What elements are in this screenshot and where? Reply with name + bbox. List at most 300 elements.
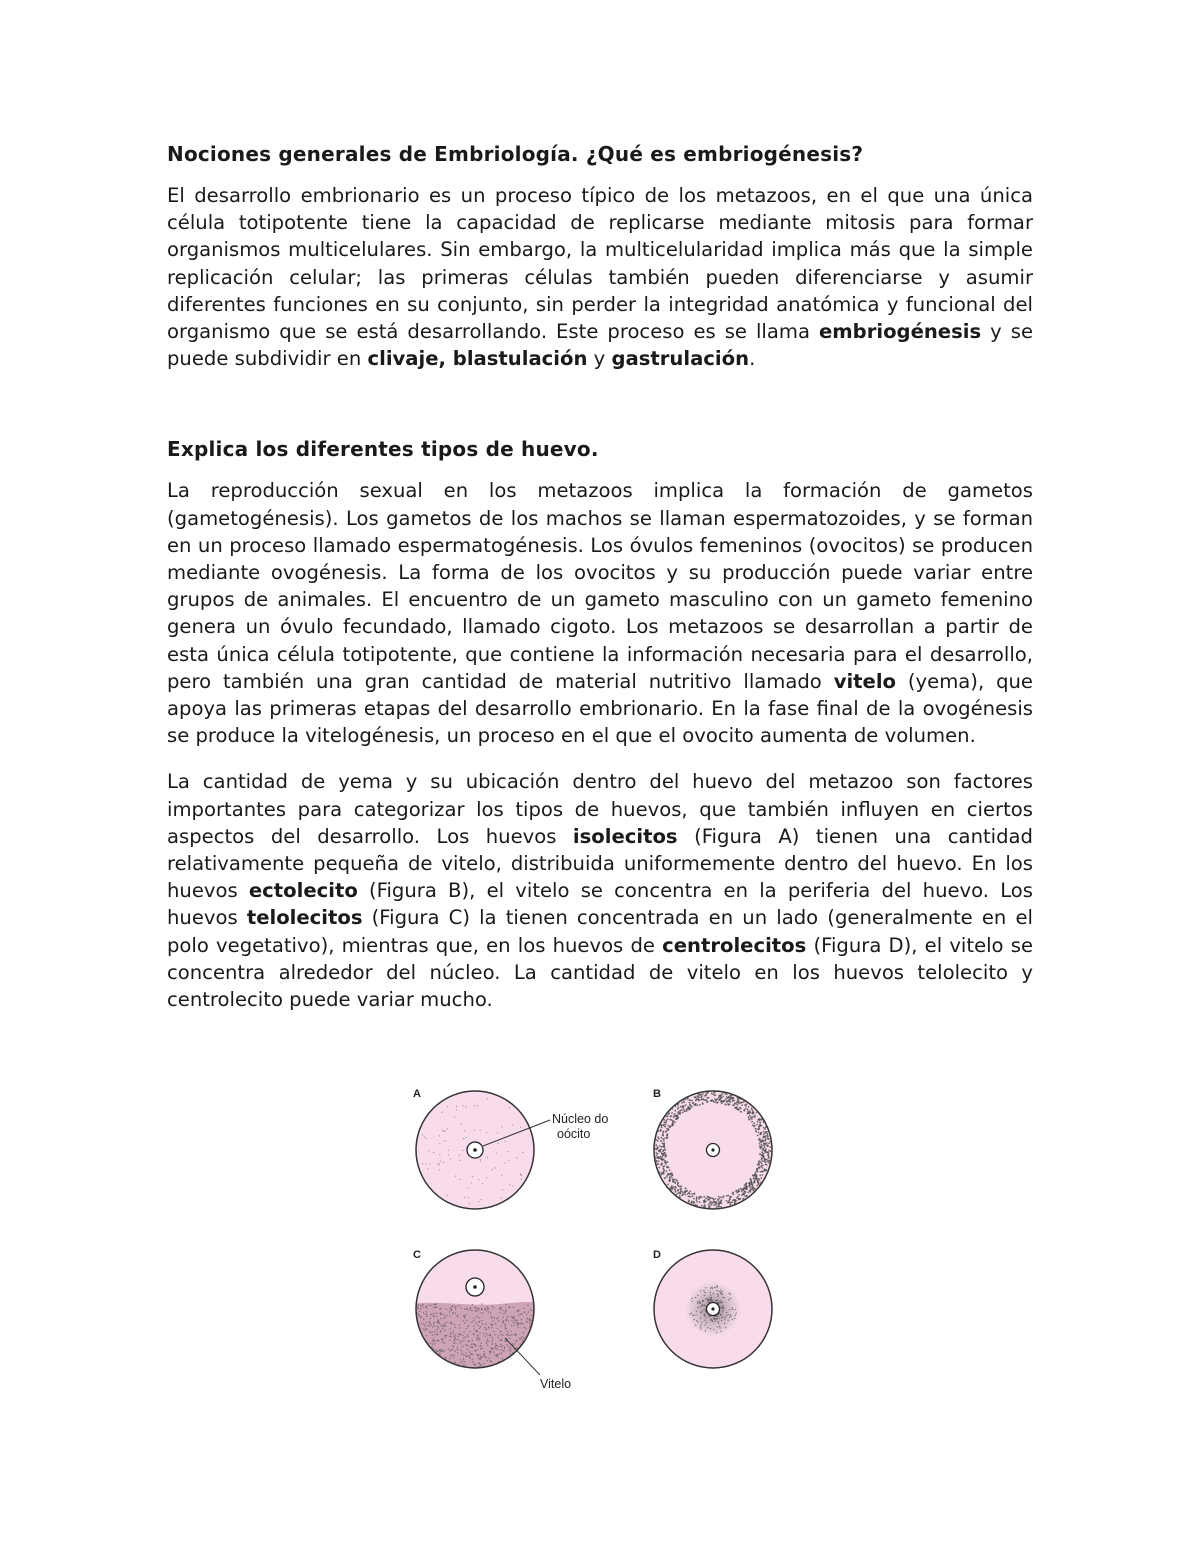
yolk-dot xyxy=(754,1188,756,1190)
yolk-dot xyxy=(439,1323,440,1324)
yolk-dot xyxy=(525,1366,526,1367)
yolk-dot xyxy=(520,1127,521,1128)
yolk-dot xyxy=(429,1323,430,1324)
yolk-dot xyxy=(721,1100,723,1102)
yolk-dot xyxy=(663,1149,665,1151)
paragraph-text: (Figura C) la tienen concentrada en un lado (generalmente en el polo vegetativo), mientras que, en los huevos de xyxy=(167,906,1033,957)
yolk-dot xyxy=(440,1331,441,1332)
yolk-dot xyxy=(449,1340,450,1341)
yolk-dot xyxy=(699,1096,701,1098)
yolk-dot xyxy=(471,1344,472,1345)
yolk-dot xyxy=(418,1315,419,1316)
yolk-dot xyxy=(743,1188,745,1190)
yolk-dot xyxy=(525,1328,526,1329)
yolk-dot xyxy=(417,1360,418,1361)
yolk-dot xyxy=(423,1362,424,1363)
yolk-dot xyxy=(532,1354,533,1355)
yolk-dot xyxy=(422,1134,423,1135)
yolk-dot xyxy=(660,1164,662,1166)
yolk-dot xyxy=(464,1322,465,1323)
yolk-dot xyxy=(747,1192,749,1194)
yolk-dot xyxy=(506,1319,507,1320)
yolk-dot xyxy=(422,1341,423,1342)
yolk-dot xyxy=(509,1349,510,1350)
yolk-dot xyxy=(448,1364,449,1365)
yolk-dot xyxy=(705,1287,706,1288)
yolk-dot xyxy=(425,1361,426,1362)
yolk-dot xyxy=(464,1309,465,1310)
yolk-dot xyxy=(471,1353,472,1354)
yolk-dot xyxy=(422,1163,423,1164)
yolk-dot xyxy=(418,1331,419,1332)
yolk-dot xyxy=(659,1171,661,1173)
yolk-dot xyxy=(666,1116,668,1118)
yolk-dot xyxy=(704,1095,706,1097)
yolk-dot xyxy=(705,1316,706,1317)
yolk-dot xyxy=(727,1202,729,1204)
yolk-dot xyxy=(521,1319,522,1320)
yolk-dot xyxy=(416,1339,417,1340)
nucleolus-a xyxy=(473,1148,477,1152)
yolk-dot xyxy=(755,1171,757,1173)
yolk-dot xyxy=(481,1348,482,1349)
yolk-dot xyxy=(486,1341,487,1342)
yolk-dot xyxy=(489,1360,490,1361)
yolk-dot xyxy=(527,1355,528,1356)
yolk-dot xyxy=(684,1194,686,1196)
yolk-dot xyxy=(490,1334,491,1335)
yolk-dot xyxy=(528,1354,529,1355)
yolk-dot xyxy=(721,1293,722,1294)
yolk-dot xyxy=(768,1142,770,1144)
yolk-dot xyxy=(451,1366,452,1367)
yolk-dot xyxy=(712,1293,713,1294)
yolk-dot xyxy=(459,1343,460,1344)
yolk-dot xyxy=(728,1104,730,1106)
yolk-dot xyxy=(521,1323,522,1324)
yolk-dot xyxy=(724,1093,726,1095)
yolk-dot xyxy=(762,1164,764,1166)
yolk-dot xyxy=(718,1097,720,1099)
yolk-dot xyxy=(761,1144,763,1146)
yolk-dot xyxy=(656,1152,658,1154)
yolk-dot xyxy=(720,1292,721,1293)
yolk-dot xyxy=(766,1152,768,1154)
yolk-dot xyxy=(719,1202,721,1204)
yolk-dot xyxy=(667,1118,669,1120)
yolk-dot xyxy=(503,1313,504,1314)
yolk-dot xyxy=(449,1315,450,1316)
yolk-dot xyxy=(419,1357,420,1358)
yolk-dot xyxy=(721,1315,722,1316)
yolk-dot xyxy=(425,1359,426,1360)
yolk-dot xyxy=(426,1314,427,1315)
yolk-dot xyxy=(733,1194,735,1196)
yolk-dot xyxy=(469,1331,470,1332)
yolk-dot xyxy=(444,1330,445,1331)
yolk-dot xyxy=(662,1156,664,1158)
yolk-dot xyxy=(421,1340,422,1341)
yolk-dot xyxy=(467,1345,468,1346)
yolk-dot xyxy=(426,1335,427,1336)
yolk-dot xyxy=(428,1365,429,1366)
yolk-dot xyxy=(465,1355,466,1356)
yolk-dot xyxy=(706,1322,707,1323)
yolk-dot xyxy=(437,1364,438,1365)
yolk-dot xyxy=(464,1130,465,1131)
yolk-dot xyxy=(747,1109,749,1111)
yolk-dot xyxy=(754,1181,756,1183)
yolk-dot xyxy=(708,1299,709,1300)
yolk-dot xyxy=(420,1316,421,1317)
yolk-dot xyxy=(758,1161,760,1163)
yolk-dot xyxy=(700,1312,701,1313)
paragraph-text: y se puede subdividir en xyxy=(167,320,1033,371)
yolk-dot xyxy=(464,1365,465,1366)
yolk-dot xyxy=(435,1343,436,1344)
yolk-dot xyxy=(432,1353,433,1354)
yolk-dot xyxy=(496,1318,497,1319)
yolk-dot xyxy=(509,1338,510,1339)
yolk-dot xyxy=(707,1298,708,1299)
yolk-dot xyxy=(709,1196,711,1198)
yolk-dot xyxy=(429,1352,430,1353)
yolk-dot xyxy=(699,1104,701,1106)
yolk-dot xyxy=(455,1362,456,1363)
yolk-dot xyxy=(451,1310,452,1311)
yolk-dot xyxy=(661,1158,663,1160)
yolk-dot xyxy=(657,1156,659,1158)
yolk-dot xyxy=(475,1310,476,1311)
yolk-dot xyxy=(762,1155,764,1157)
yolk-dot xyxy=(674,1113,676,1115)
yolk-dot xyxy=(440,1161,441,1162)
yolk-dot xyxy=(683,1102,685,1104)
yolk-dot xyxy=(520,1314,521,1315)
yolk-dot xyxy=(714,1198,716,1200)
yolk-dot xyxy=(436,1366,437,1367)
yolk-dot xyxy=(687,1098,689,1100)
yolk-dot xyxy=(453,1333,454,1334)
yolk-dot xyxy=(418,1340,419,1341)
yolk-dot xyxy=(486,1342,487,1343)
yolk-dot xyxy=(487,1345,488,1346)
yolk-dot xyxy=(676,1180,678,1182)
yolk-dot xyxy=(477,1349,478,1350)
yolk-dot xyxy=(663,1119,665,1121)
yolk-dot xyxy=(516,1366,517,1367)
yolk-dot xyxy=(444,1140,445,1141)
yolk-dot xyxy=(502,1310,503,1311)
yolk-dot xyxy=(765,1131,767,1133)
yolk-dot xyxy=(502,1335,503,1336)
yolk-dot xyxy=(661,1146,663,1148)
yolk-dot xyxy=(736,1102,738,1104)
yolk-dot xyxy=(668,1113,670,1115)
yolk-dot xyxy=(487,1308,488,1309)
yolk-dot xyxy=(434,1325,435,1326)
yolk-dot xyxy=(691,1202,693,1204)
yolk-dot xyxy=(492,1343,493,1344)
yolk-dot xyxy=(708,1204,710,1206)
yolk-dot xyxy=(676,1194,678,1196)
yolk-dot xyxy=(710,1292,711,1293)
paragraph-text: y xyxy=(587,347,612,371)
yolk-dot xyxy=(767,1135,769,1137)
yolk-dot xyxy=(760,1140,762,1142)
yolk-dot xyxy=(419,1350,420,1351)
yolk-dot xyxy=(689,1313,690,1314)
yolk-dot xyxy=(698,1093,700,1095)
yolk-dot xyxy=(719,1095,721,1097)
yolk-dot xyxy=(524,1337,525,1338)
yolk-dot xyxy=(665,1123,667,1125)
yolk-dot xyxy=(440,1312,441,1313)
yolk-dot xyxy=(499,1340,500,1341)
yolk-dot xyxy=(467,1309,468,1310)
yolk-dot xyxy=(454,1327,455,1328)
yolk-dot xyxy=(711,1319,712,1320)
yolk-dot xyxy=(705,1299,706,1300)
yolk-dot xyxy=(513,1316,514,1317)
yolk-dot xyxy=(665,1170,667,1172)
yolk-dot xyxy=(533,1349,534,1350)
yolk-dot xyxy=(450,1332,451,1333)
yolk-dot xyxy=(449,1328,450,1329)
yolk-dot xyxy=(664,1121,666,1123)
yolk-dot xyxy=(476,1334,477,1335)
yolk-dot xyxy=(768,1160,770,1162)
yolk-dot xyxy=(474,1130,475,1131)
yolk-dot xyxy=(434,1365,435,1366)
yolk-dot xyxy=(506,1367,507,1368)
yolk-dot xyxy=(513,1322,514,1323)
yolk-dot xyxy=(743,1109,745,1111)
yolk-dot xyxy=(434,1304,435,1305)
yolk-dot xyxy=(448,1154,449,1155)
yolk-dot xyxy=(450,1355,451,1356)
yolk-dot xyxy=(674,1110,676,1112)
yolk-dot xyxy=(759,1153,761,1155)
yolk-dot xyxy=(517,1362,518,1363)
yolk-dot xyxy=(513,1318,514,1319)
yolk-dot xyxy=(435,1349,436,1350)
yolk-dot xyxy=(422,1328,423,1329)
yolk-dot xyxy=(697,1105,699,1107)
yolk-dot xyxy=(738,1199,740,1201)
yolk-dot xyxy=(748,1116,750,1118)
yolk-dot xyxy=(421,1366,422,1367)
yolk-dot xyxy=(666,1135,668,1137)
yolk-dot xyxy=(718,1206,720,1208)
yolk-dot xyxy=(432,1361,433,1362)
yolk-dot xyxy=(730,1097,732,1099)
yolk-dot xyxy=(705,1093,707,1095)
yolk-dot xyxy=(432,1334,433,1335)
yolk-dot xyxy=(463,1340,464,1341)
yolk-dot xyxy=(722,1093,724,1095)
yolk-dot xyxy=(426,1328,427,1329)
yolk-dot xyxy=(739,1198,741,1200)
yolk-dot xyxy=(751,1118,753,1120)
yolk-dot xyxy=(449,1158,450,1159)
yolk-dot xyxy=(763,1153,765,1155)
figure-label-c: C xyxy=(413,1249,421,1261)
yolk-dot xyxy=(443,1162,444,1163)
yolk-dot xyxy=(667,1161,669,1163)
yolk-dot xyxy=(758,1183,760,1185)
yolk-dot xyxy=(497,1328,498,1329)
yolk-dot xyxy=(717,1296,718,1297)
yolk-dot xyxy=(473,1334,474,1335)
yolk-dot xyxy=(764,1158,766,1160)
yolk-dot xyxy=(759,1143,761,1145)
yolk-dot xyxy=(762,1148,764,1150)
yolk-dot xyxy=(678,1103,680,1105)
yolk-dot xyxy=(746,1195,748,1197)
yolk-dot xyxy=(480,1364,481,1365)
yolk-dot xyxy=(437,1326,438,1327)
yolk-dot xyxy=(501,1339,502,1340)
yolk-dot xyxy=(687,1107,689,1109)
yolk-dot xyxy=(735,1315,736,1316)
yolk-dot xyxy=(484,1363,485,1364)
yolk-dot xyxy=(465,1106,466,1107)
yolk-dot xyxy=(757,1135,759,1137)
yolk-dot xyxy=(681,1102,683,1104)
yolk-dot xyxy=(520,1174,521,1175)
yolk-dot xyxy=(442,1328,443,1329)
yolk-dot xyxy=(431,1324,432,1325)
yolk-dot xyxy=(730,1298,731,1299)
yolk-dot xyxy=(436,1360,437,1361)
yolk-dot xyxy=(756,1112,758,1114)
yolk-dot xyxy=(521,1358,522,1359)
yolk-dot xyxy=(449,1336,450,1337)
yolk-dot xyxy=(690,1196,692,1198)
yolk-dot xyxy=(754,1116,756,1118)
yolk-dot xyxy=(461,1354,462,1355)
yolk-dot xyxy=(444,1350,445,1351)
yolk-dot xyxy=(710,1100,712,1102)
yolk-dot xyxy=(518,1322,519,1323)
yolk-dot xyxy=(486,1310,487,1311)
yolk-dot xyxy=(741,1194,743,1196)
yolk-dot xyxy=(708,1315,709,1316)
yolk-dot xyxy=(433,1152,434,1153)
yolk-dot xyxy=(431,1331,432,1332)
yolk-dot xyxy=(700,1326,701,1327)
yolk-dot xyxy=(724,1319,725,1320)
yolk-dot xyxy=(451,1306,452,1307)
yolk-dot xyxy=(720,1290,721,1291)
yolk-dot xyxy=(444,1337,445,1338)
paragraph-text: (yema), que apoya las primeras etapas del desarrollo embrionario. En la fase final de la ovogénesis se produce la vitelogénesis, un proceso en el que el ovocito aumenta de volumen. xyxy=(167,669,1033,748)
yolk-dot xyxy=(459,1324,460,1325)
yolk-dot xyxy=(435,1358,436,1359)
yolk-dot xyxy=(476,1316,477,1317)
yolk-dot xyxy=(460,1160,461,1161)
yolk-dot xyxy=(504,1347,505,1348)
yolk-dot xyxy=(472,1340,473,1341)
yolk-dot xyxy=(509,1107,510,1108)
yolk-dot xyxy=(494,1334,495,1335)
yolk-dot xyxy=(442,1130,443,1131)
yolk-dot xyxy=(696,1199,698,1201)
yolk-dot xyxy=(670,1126,672,1128)
yolk-dot xyxy=(522,1323,523,1324)
yolk-dot xyxy=(768,1150,770,1152)
yolk-dot xyxy=(709,1201,711,1203)
yolk-dot xyxy=(440,1318,441,1319)
yolk-dot xyxy=(666,1128,668,1130)
yolk-dot xyxy=(506,1331,507,1332)
yolk-dot xyxy=(719,1302,720,1303)
yolk-dot xyxy=(523,1307,524,1308)
yolk-dot xyxy=(437,1340,438,1341)
yolk-dot xyxy=(680,1106,682,1108)
yolk-dot xyxy=(447,1195,448,1196)
yolk-dot xyxy=(756,1185,758,1187)
yolk-dot xyxy=(508,1360,509,1361)
yolk-dot xyxy=(508,1320,509,1321)
yolk-dot xyxy=(495,1345,496,1346)
yolk-dot xyxy=(439,1309,440,1310)
yolk-dot xyxy=(426,1353,427,1354)
yolk-dot xyxy=(516,1361,517,1362)
yolk-dot xyxy=(485,1356,486,1357)
yolk-dot xyxy=(426,1322,427,1323)
yolk-dot xyxy=(501,1346,502,1347)
yolk-dot xyxy=(428,1168,429,1169)
yolk-dot xyxy=(749,1115,751,1117)
yolk-dot xyxy=(714,1094,716,1096)
yolk-label: Vitelo xyxy=(540,1377,572,1391)
yolk-dot xyxy=(424,1351,425,1352)
yolk-dot xyxy=(732,1100,734,1102)
yolk-dot xyxy=(722,1291,723,1292)
yolk-dot xyxy=(478,1308,479,1309)
yolk-dot xyxy=(475,1307,476,1308)
yolk-dot xyxy=(445,1357,446,1358)
yolk-dot xyxy=(444,1323,445,1324)
yolk-dot xyxy=(419,1344,420,1345)
yolk-dot xyxy=(508,1346,509,1347)
yolk-dot xyxy=(675,1105,677,1107)
yolk-dot xyxy=(433,1362,434,1363)
yolk-dot xyxy=(744,1191,746,1193)
yolk-dot xyxy=(697,1295,698,1296)
yolk-dot xyxy=(752,1110,754,1112)
yolk-dot xyxy=(492,1324,493,1325)
yolk-dot xyxy=(498,1320,499,1321)
yolk-dot xyxy=(513,1365,514,1366)
yolk-dot xyxy=(661,1172,663,1174)
yolk-dot xyxy=(675,1189,677,1191)
yolk-dot xyxy=(465,1336,466,1337)
yolk-dot xyxy=(463,1358,464,1359)
yolk-dot xyxy=(512,1124,513,1125)
yolk-dot xyxy=(511,1334,512,1335)
yolk-dot xyxy=(763,1140,765,1142)
yolk-dot xyxy=(462,1346,463,1347)
yolk-dot xyxy=(484,1327,485,1328)
yolk-dot xyxy=(680,1191,682,1193)
yolk-dot xyxy=(662,1166,664,1168)
yolk-dot xyxy=(516,1157,517,1158)
yolk-dot xyxy=(502,1321,503,1322)
yolk-dot xyxy=(669,1177,671,1179)
